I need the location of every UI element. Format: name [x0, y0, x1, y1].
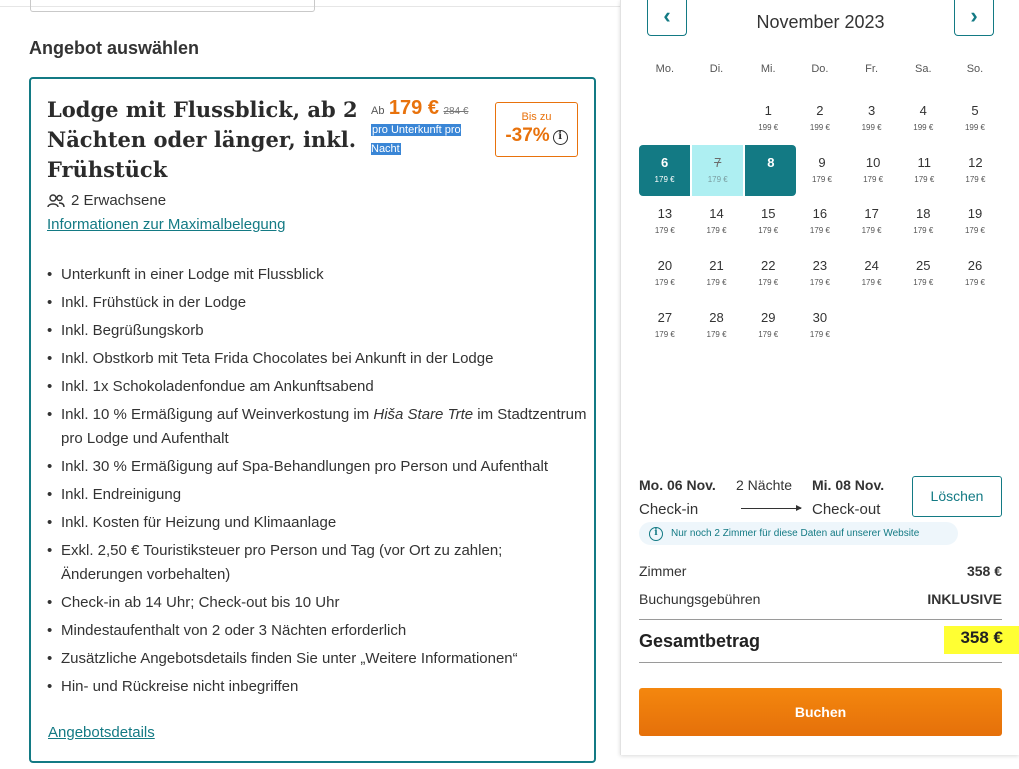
- guests-label: 2 Erwachsene: [71, 192, 167, 209]
- day-price: 179 €: [913, 226, 934, 236]
- price-now: 179 €: [388, 97, 439, 119]
- calendar-day[interactable]: [949, 248, 1001, 300]
- calendar-empty-cell: [897, 300, 949, 352]
- calendar-empty-cell: [639, 93, 691, 145]
- feature-item: • Inkl. Begrüßungskorb: [47, 319, 587, 343]
- day-number: 19: [967, 206, 983, 222]
- calendar-day[interactable]: [899, 145, 950, 197]
- day-number: 5: [971, 103, 979, 118]
- calendar-week: [639, 145, 1001, 197]
- calendar-day[interactable]: [794, 300, 846, 352]
- feature-item: • Hin- und Rückreise nicht inbegriffen: [47, 675, 587, 699]
- calendar-day[interactable]: [742, 300, 794, 352]
- day-price: 179 €: [706, 278, 727, 288]
- price-old: 284 €: [443, 106, 469, 117]
- day-price: 199 €: [964, 123, 985, 132]
- feature-list: [47, 263, 587, 703]
- price-block: [371, 97, 483, 158]
- rooms-value: 358 €: [966, 563, 1002, 579]
- checkin-label: Check-in: [639, 501, 699, 518]
- day-number: 12: [968, 154, 983, 170]
- day-number: 26: [967, 258, 983, 274]
- calendar-week: [639, 93, 1001, 145]
- calendar-day[interactable]: [949, 196, 1001, 248]
- info-icon[interactable]: i: [553, 130, 568, 145]
- people-icon: [47, 194, 65, 208]
- feature-text: Inkl. 10 % Ermäßigung auf Weinverkostung im: [61, 406, 374, 423]
- calendar-day[interactable]: [692, 145, 743, 197]
- search-field-remnant[interactable]: [30, 0, 315, 12]
- calendar-empty-cell: [691, 93, 743, 145]
- day-number: 2: [816, 103, 824, 118]
- checkout-date: Mi. 08 Nov.: [812, 477, 885, 493]
- day-number: 29: [760, 309, 776, 325]
- day-price: 179 €: [861, 226, 882, 236]
- calendar-week: [639, 196, 1001, 248]
- feature-item: • Inkl. Obstkorb mit Teta Frida Chocolates bei Ankunft in der Lodge: [47, 347, 587, 371]
- day-number: 11: [917, 154, 932, 170]
- day-price: 199 €: [913, 123, 934, 132]
- day-number: 22: [760, 258, 776, 274]
- calendar-day[interactable]: [846, 93, 898, 145]
- day-price: 179 €: [654, 329, 675, 339]
- availability-text: Nur noch 2 Zimmer für diese Daten auf unserer Website: [671, 528, 920, 539]
- day-number: 14: [709, 206, 724, 222]
- day-price: 179 €: [861, 278, 882, 288]
- day-number: 7: [714, 154, 722, 170]
- offer-card[interactable]: [29, 77, 596, 763]
- price-prefix: Ab: [371, 105, 385, 117]
- calendar-day[interactable]: [639, 300, 691, 352]
- feature-item: • Inkl. 1x Schokoladenfondue am Ankunftsabend: [47, 375, 587, 399]
- calendar-empty-cell: [949, 300, 1001, 352]
- day-number: 25: [916, 258, 931, 274]
- calendar-day[interactable]: [639, 196, 691, 248]
- calendar-day[interactable]: [897, 248, 949, 300]
- day-number: 16: [812, 206, 828, 222]
- day-number: 1: [764, 103, 772, 118]
- calendar-day[interactable]: [745, 145, 796, 197]
- fees-value: INKLUSIVE: [927, 591, 1002, 607]
- availability-note: [639, 522, 958, 545]
- day-price: 179 €: [809, 329, 830, 339]
- day-number: 15: [760, 206, 776, 222]
- calendar-day[interactable]: [691, 248, 743, 300]
- weekday-label: Sa.: [915, 63, 932, 75]
- clear-button[interactable]: Löschen: [912, 476, 1002, 517]
- nights-count: 2 Nächte: [736, 477, 793, 493]
- day-number: 21: [709, 258, 724, 274]
- day-number: 8: [767, 154, 775, 170]
- day-price: 179 €: [863, 174, 884, 184]
- day-number: 9: [818, 154, 826, 170]
- day-number: 17: [864, 206, 879, 222]
- total-label: Gesamtbetrag: [639, 631, 761, 651]
- day-number: 13: [657, 206, 673, 222]
- day-price: 179 €: [965, 174, 986, 184]
- arrow-right-icon: [741, 508, 801, 509]
- calendar-week: [639, 248, 1001, 300]
- day-price: 179 €: [654, 278, 675, 288]
- price-unit: pro Unterkunft pro Nacht: [371, 124, 461, 155]
- chevron-right-icon: ›: [970, 3, 978, 28]
- feature-item: • Inkl. Kosten für Heizung und Klimaanlage: [47, 511, 587, 535]
- fees-row: [639, 591, 1002, 607]
- max-occupancy-link[interactable]: Informationen zur Maximalbelegung: [47, 216, 286, 233]
- weekday-header: [639, 63, 1001, 75]
- day-number: 30: [812, 309, 828, 325]
- feature-item: • Mindestaufenthalt von 2 oder 3 Nächten erforderlich: [47, 619, 587, 643]
- calendar-grid: [639, 93, 1001, 351]
- day-price: 179 €: [809, 226, 830, 236]
- calendar-day[interactable]: [691, 196, 743, 248]
- calendar-day[interactable]: [794, 93, 846, 145]
- day-number: 28: [709, 309, 724, 325]
- discount-prefix: Bis zu: [521, 111, 552, 123]
- day-price: 179 €: [913, 278, 934, 288]
- feature-text: im Stadtzentrum pro Lodge und Aufenthalt: [61, 406, 587, 447]
- calendar-day[interactable]: [846, 196, 898, 248]
- calendar-day[interactable]: [742, 93, 794, 145]
- day-price: 179 €: [758, 329, 779, 339]
- info-icon: i: [649, 527, 663, 541]
- feature-item: • Check-in ab 14 Uhr; Check-out bis 10 Uhr: [47, 591, 587, 615]
- discount-value: -37%: [505, 125, 550, 146]
- total-value: 358 €: [944, 626, 1019, 654]
- day-price: 179 €: [914, 174, 935, 184]
- month-label: November 2023: [756, 12, 885, 32]
- calendar-day[interactable]: [848, 145, 899, 197]
- checkout-label: Check-out: [812, 501, 881, 518]
- total-row: [639, 628, 1003, 652]
- day-number: 10: [865, 154, 881, 170]
- calendar-day[interactable]: [897, 93, 949, 145]
- calendar-day[interactable]: [639, 248, 691, 300]
- day-price: 179 €: [654, 174, 675, 184]
- weekday-label: So.: [966, 63, 984, 75]
- book-button[interactable]: Buchen: [639, 688, 1002, 736]
- feature-item: • Zusätzliche Angebotsdetails finden Sie unter „Weitere Informationen“: [47, 647, 587, 671]
- checkin-date: Mo. 06 Nov.: [639, 477, 716, 493]
- feature-item: • Inkl. Frühstück in der Lodge: [47, 291, 587, 315]
- day-number: 6: [660, 154, 669, 170]
- next-month-button[interactable]: [954, 0, 994, 36]
- feature-item: • Inkl. Endreinigung: [47, 483, 587, 507]
- weekday-label: Do.: [811, 63, 829, 75]
- calendar-week: [639, 300, 1001, 352]
- day-price: 199 €: [809, 123, 830, 132]
- day-price: 179 €: [654, 226, 675, 236]
- calendar-day[interactable]: [897, 196, 949, 248]
- calendar-day[interactable]: [742, 196, 794, 248]
- day-number: 3: [867, 103, 876, 118]
- offer-title: Lodge mit Flussblick, ab 2 Nächten oder länger, inkl. Frühstück: [47, 97, 358, 182]
- chevron-left-icon: ‹: [663, 3, 671, 28]
- day-price: 179 €: [706, 329, 727, 339]
- offer-details-link[interactable]: Angebotsdetails: [48, 724, 155, 741]
- calendar-day[interactable]: [949, 93, 1001, 145]
- day-price: 179 €: [706, 226, 727, 236]
- day-price: 179 €: [809, 278, 830, 288]
- calendar-day[interactable]: [950, 145, 1001, 197]
- day-number: 23: [812, 258, 828, 274]
- fees-label: Buchungsgebühren: [639, 591, 761, 607]
- weekday-label: Mi.: [760, 63, 776, 75]
- divider: [639, 619, 1002, 620]
- feature-item: • Exkl. 2,50 € Touristiksteuer pro Person und Tag (vor Ort zu zahlen; Änderungen vorbehalten): [47, 539, 587, 587]
- day-price: 179 €: [811, 174, 832, 184]
- calendar-day[interactable]: [846, 248, 898, 300]
- calendar-day[interactable]: [796, 145, 847, 197]
- day-number: 4: [919, 103, 927, 118]
- calendar-day[interactable]: [794, 248, 846, 300]
- booking-panel: [620, 0, 1019, 755]
- guests-row: [47, 192, 166, 209]
- calendar-day[interactable]: [691, 300, 743, 352]
- calendar-empty-cell: [846, 300, 898, 352]
- day-price: 179 €: [758, 226, 779, 236]
- calendar-day[interactable]: [794, 196, 846, 248]
- weekday-label: Fr.: [865, 63, 879, 75]
- discount-badge: [495, 102, 578, 157]
- feature-item: • Unterkunft in einer Lodge mit Flussblick: [47, 263, 587, 287]
- calendar-day[interactable]: [639, 145, 690, 197]
- weekday-label: Mo.: [655, 63, 675, 75]
- day-number: 27: [657, 309, 673, 325]
- calendar-day[interactable]: [742, 248, 794, 300]
- day-price: 199 €: [758, 123, 779, 132]
- day-number: 18: [916, 206, 931, 222]
- feature-item: • Inkl. 30 % Ermäßigung auf Spa-Behandlungen pro Person und Aufenthalt: [47, 455, 587, 479]
- feature-emphasis: Hiša Stare Trte: [373, 406, 474, 423]
- rooms-row: [639, 563, 1002, 579]
- feature-item: [47, 403, 587, 451]
- day-number: 24: [864, 258, 879, 274]
- day-price: 179 €: [964, 278, 985, 288]
- weekday-label: Di.: [709, 63, 724, 75]
- day-price: 179 €: [707, 174, 728, 184]
- day-price: 179 €: [964, 226, 985, 236]
- section-title: Angebot auswählen: [29, 38, 200, 58]
- day-number: 20: [657, 258, 673, 274]
- day-price: 179 €: [758, 278, 779, 288]
- divider: [639, 662, 1002, 663]
- day-price: 199 €: [861, 123, 882, 132]
- rooms-label: Zimmer: [639, 563, 687, 579]
